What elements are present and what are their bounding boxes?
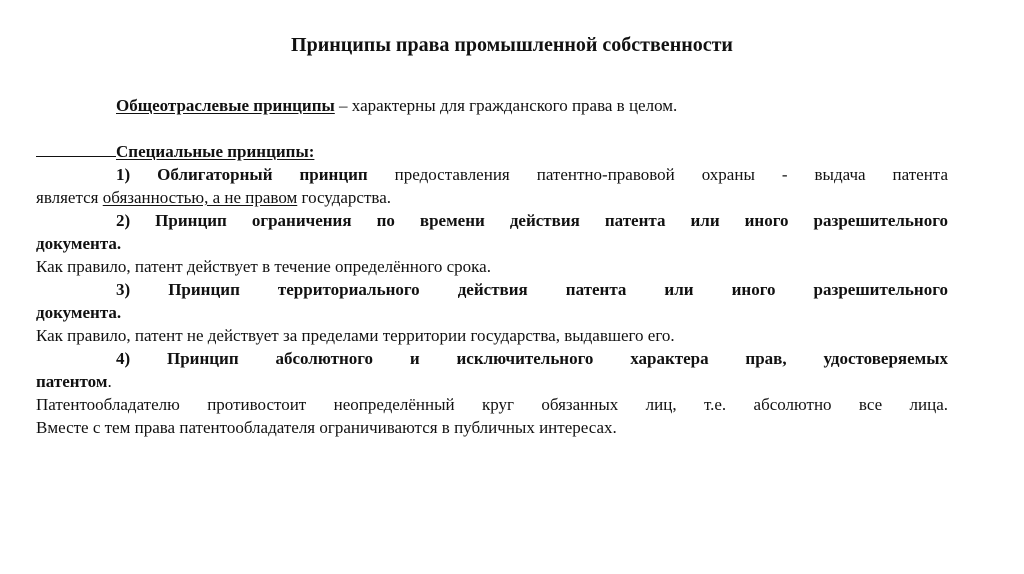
principle-4-note-line-2: Вместе с тем права патентообладателя ограничиваются в публичных интересах.: [36, 418, 617, 437]
principle-4-heading-word: патентом: [36, 372, 108, 391]
principle-2-note: Как правило, патент действует в течение определённого срока.: [36, 257, 491, 276]
principle-2-heading-line-2: документа.: [36, 234, 122, 253]
principle-2-heading-line-1: 2) Принцип ограничения по времени действия патента или иного разрешительного: [116, 211, 948, 230]
principle-4-heading-line-2: [36, 370, 948, 393]
heading-underline-lead: [36, 140, 116, 157]
principle-1-line-2: [36, 186, 948, 209]
principle-3-note: Как правило, патент не действует за пределами территории государства, выдавшего его.: [36, 326, 675, 345]
general-principles-text: – характерны для гражданского права в целом.: [334, 96, 678, 115]
slide-title: Принципы права промышленной собственности: [291, 34, 733, 56]
slide-body: [36, 94, 948, 439]
principle-3-heading-line-1: 3) Принцип территориального действия патента или иного разрешительного: [116, 280, 948, 299]
special-principles-heading-line: [36, 140, 948, 163]
principle-3-heading-line-2: документа.: [36, 303, 122, 322]
principle-1-underlined: обязанностью, а не правом: [102, 188, 298, 207]
general-principles-label: Общеотраслевые принципы: [116, 96, 335, 115]
principle-1-line2-end: государства.: [297, 188, 392, 207]
principle-4-heading-period: .: [107, 372, 112, 391]
principle-4-heading-line-1: 4) Принцип абсолютного и исключительного характера прав, удостоверяемых: [116, 349, 948, 368]
principle-1-rest: предоставления патентно-правовой охраны - выдача патента: [367, 165, 948, 184]
principle-1-title: 1) Облигаторный принцип: [116, 165, 368, 184]
general-principles-line: [36, 94, 948, 117]
special-principles-heading: Специальные принципы:: [116, 142, 315, 161]
principle-4-note-line-1: Патентообладателю противостоит неопределённый круг обязанных лиц, т.е. абсолютно все лица.: [36, 395, 948, 414]
principle-1-line-1: [36, 163, 948, 186]
principle-1-line2-start: является: [36, 188, 103, 207]
